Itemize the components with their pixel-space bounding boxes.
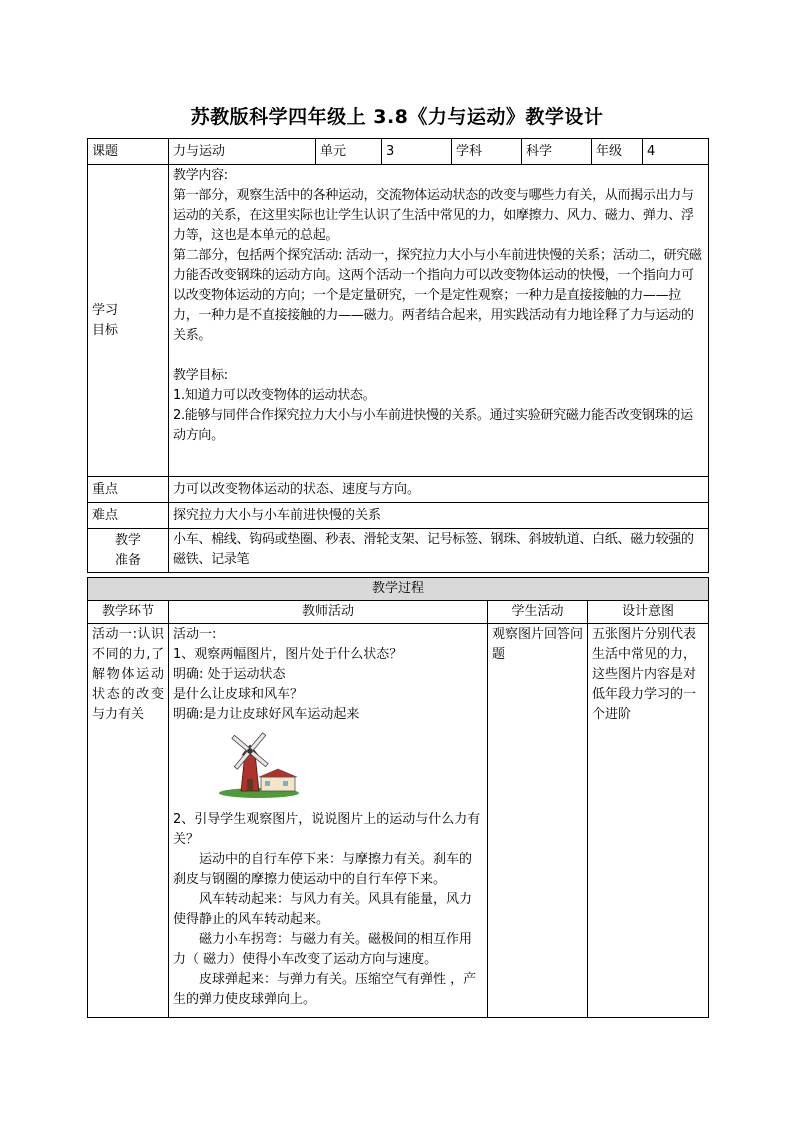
teacher-line-4: 明确:是力让皮球好风车运动起来: [173, 707, 360, 722]
objective-heading: 教学目标:: [173, 368, 228, 383]
windmill-illustration: [211, 729, 301, 799]
unit-value: 3: [382, 139, 452, 165]
difficulty-label: 难点: [88, 503, 169, 529]
objective-2: 2.能够与同伴合作探究拉力大小与小车前进快慢的关系。通过实验研究磁力能否改变钢珠的运动方向。: [173, 408, 693, 443]
teacher-line-0: 活动一:: [173, 627, 217, 642]
key-point-label: 重点: [88, 477, 169, 503]
course-value: 力与运动: [169, 139, 316, 165]
col-student-header: 学生活动: [488, 601, 588, 624]
difficulty-row: [88, 503, 709, 529]
difficulty-value: 探究拉力大小与小车前进快慢的关系: [169, 503, 709, 529]
objective-1: 1.知道力可以改变物体的运动状态。: [173, 388, 376, 403]
content-para-2: 第二部分，包括两个探究活动: 活动一，探究拉力大小与小车前进快慢的关系；活动二，研究磁力能否改变钢珠的运动方向。这两个活动一个指向力可以改变物体运动的快慢，一个指向力可以改变物体运动的方向；一个是定量研究，一个是定性观察；一种力是直接接触的力——拉力，一种力是不直接接触的力——磁力。两者结合起来，用实践活动有力地诠释了力与运动的关系。: [173, 248, 702, 343]
preparation-label-line1: 教学: [114, 532, 141, 548]
preparation-label: [88, 529, 169, 573]
goals-label-line1: 学习: [92, 302, 119, 318]
process-header-row: [88, 601, 709, 624]
teacher-part2-4: 皮球弹起来：与弹力有关。压缩空气有弹性 ，产生的弹力使皮球弹向上。: [173, 972, 477, 1007]
course-label: 课题: [88, 139, 169, 165]
grade-value: 4: [643, 139, 709, 165]
windmill-image: [211, 729, 483, 806]
goals-row: [88, 165, 709, 477]
grade-label: 年级: [592, 139, 643, 165]
stage-cell: 活动一:认识不同的力,了解物体运动状态的改变与力有关: [88, 624, 169, 1018]
col-intent-header: 设计意图: [588, 601, 709, 624]
preparation-label-line2: 准备: [114, 552, 141, 568]
teacher-line-3: 是什么让皮球和风车？: [173, 687, 304, 702]
col-stage-header: 教学环节: [88, 601, 169, 624]
goals-label-line2: 目标: [92, 322, 119, 338]
col-teacher-header: 教师活动: [169, 601, 488, 624]
key-point-value: 力可以改变物体运动的状态、速度与方向。: [169, 477, 709, 503]
activity-one-row: [88, 624, 709, 1018]
subject-label: 学科: [452, 139, 522, 165]
unit-label: 单元: [316, 139, 382, 165]
preparation-row: [88, 529, 709, 573]
lesson-plan-table: [87, 138, 709, 573]
teacher-cell: [169, 624, 488, 1018]
content-heading: 教学内容:: [173, 168, 228, 183]
process-table: [87, 577, 709, 1018]
goals-label: [88, 165, 169, 477]
teacher-part2-2: 风车转动起来：与风力有关。风具有能量，风力使得静止的风车转动起来。: [173, 892, 473, 927]
teacher-part2-3: 磁力小车拐弯：与磁力有关。磁极间的相互作用力（ 磁力）使得小车改变了运动方向与速度。: [173, 932, 473, 967]
preparation-value: 小车、棉线、钩码或垫圈、秒表、滑轮支架、记号标签、钢珠、斜坡轨道、白纸、磁力较强的磁铁、记录笔: [169, 529, 709, 573]
subject-value: 科学: [522, 139, 592, 165]
intent-cell: 五张图片分别代表生活中常见的力，这些图片内容是对低年段力学习的一个进阶: [588, 624, 709, 1018]
content-para-1: 第一部分，观察生活中的各种运动，交流物体运动状态的改变与哪些力有关，从而揭示出力与运动的关系，在这里实际也让学生认识了生活中常见的力，如摩擦力、风力、磁力、弹力、浮力等，这也是本单元的总起。: [173, 188, 694, 243]
goals-content: [169, 165, 709, 477]
header-row: [88, 139, 709, 165]
student-cell: 观察图片回答问题: [488, 624, 588, 1018]
key-point-row: [88, 477, 709, 503]
document-title: 苏教版科学四年级上 3.8《力与运动》教学设计: [190, 106, 604, 128]
teacher-part2-0: 2、引导学生观察图片，说说图片上的运动与什么力有关？: [173, 812, 481, 847]
process-title-row: [88, 578, 709, 601]
teacher-line-1: 1、观察两幅图片，图片处于什么状态？: [173, 647, 403, 662]
teacher-part2-1: 运动中的自行车停下来：与摩擦力有关。刹车的刹皮与钢圈的摩擦力使运动中的自行车停下来。: [173, 852, 473, 887]
teacher-line-2: 明确: 处于运动状态: [173, 667, 286, 682]
process-title: 教学过程: [88, 578, 709, 601]
